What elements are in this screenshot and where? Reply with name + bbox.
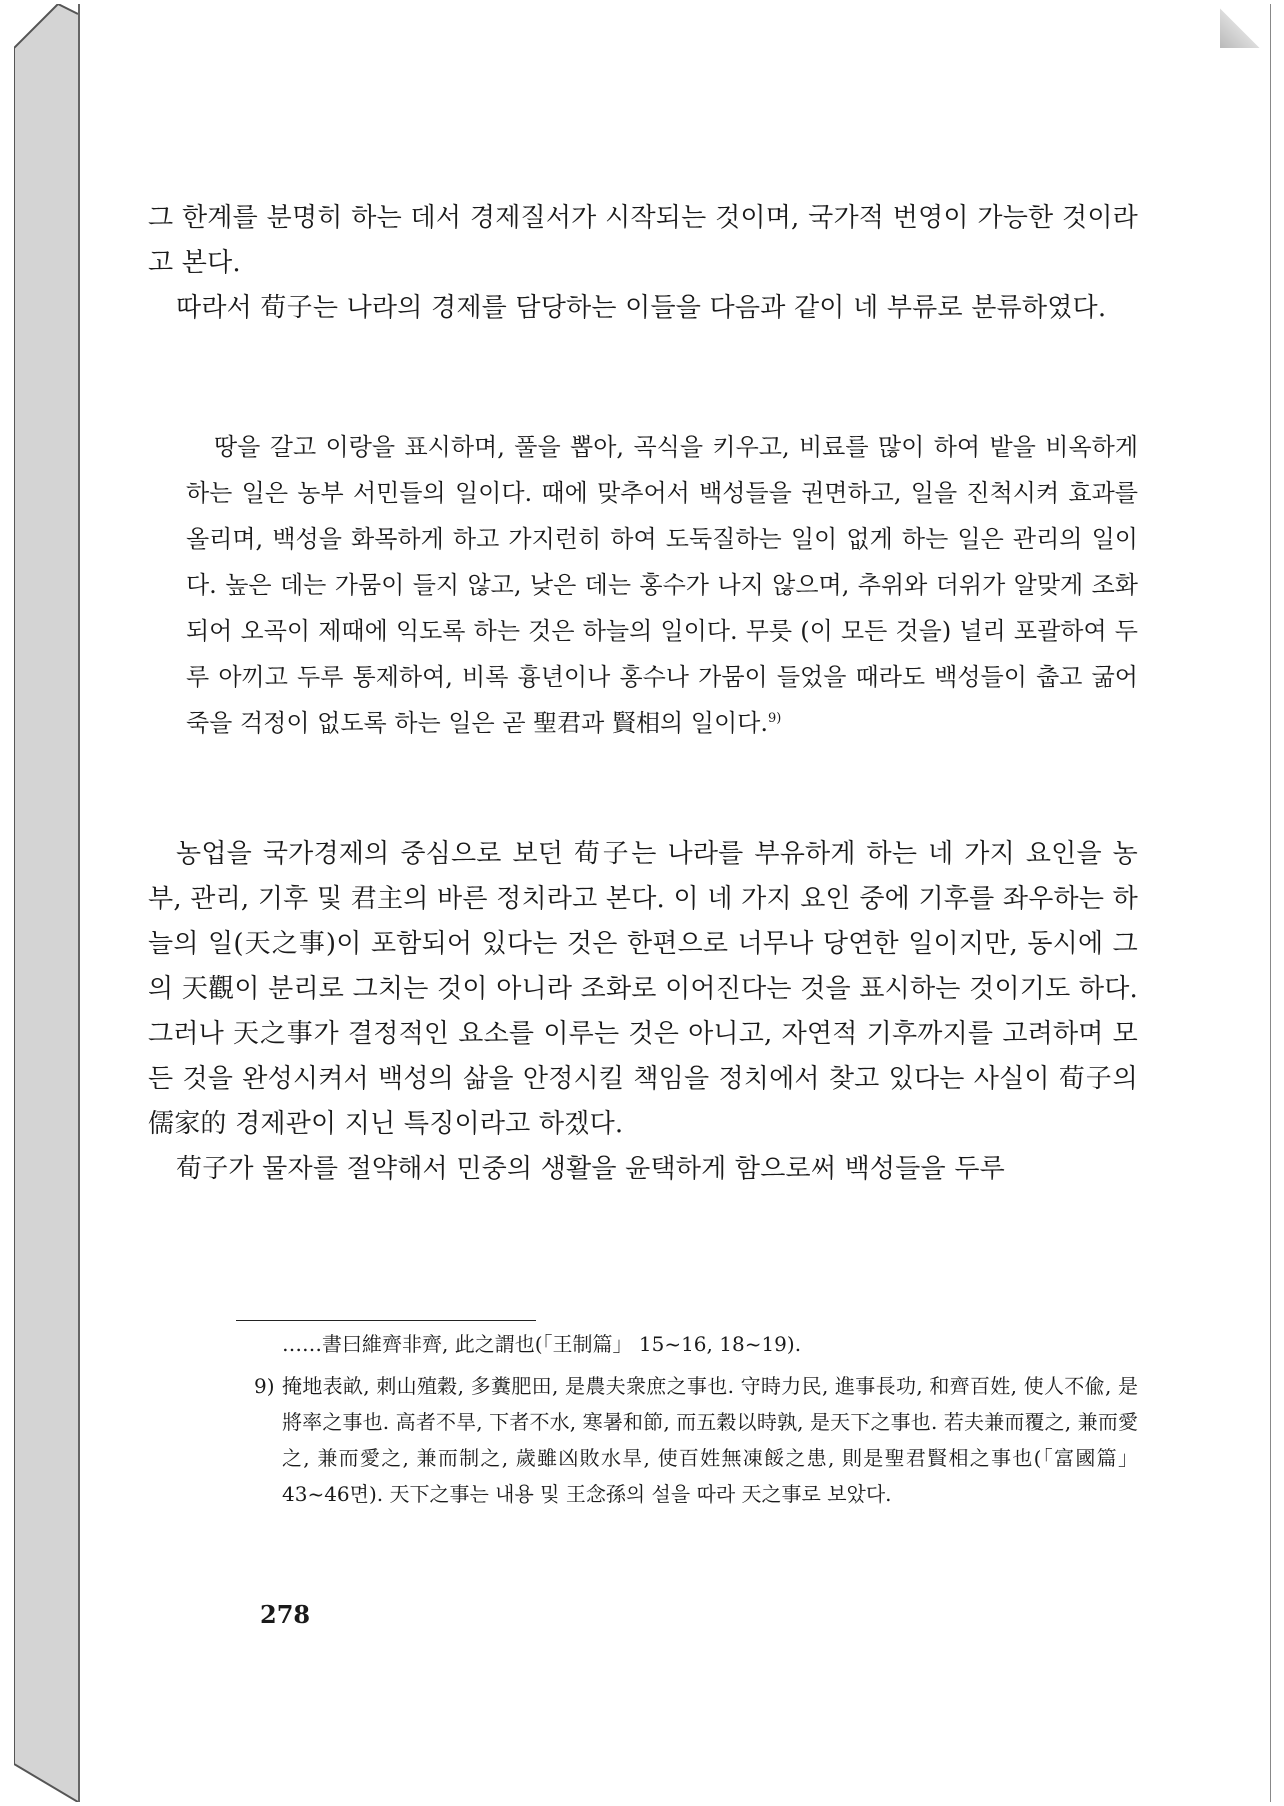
paragraph: 그 한계를 분명히 하는 데서 경제질서가 시작되는 것이며, 국가적 번영이 가능한 것이라고 본다. [148,203,1138,278]
footnote-text: 掩地表畝, 刺山殖穀, 多糞肥田, 是農夫衆庶之事也. 守時力民, 進事長功, 和齊百姓, 使人不偸, 是將率之事也. 高者不旱, 下者不水, 寒暑和節, 而五穀以時孰, 是天下之事也. 若夫兼而覆之, 兼而愛之, 兼而愛之, 兼而制之, 歲雖凶敗水旱, 使百姓無凍餒之患, 則是聖君賢相之事也(「富國篇」 43~46면). 天下之事는 내용 및 王念孫의 설을 따라 天之事로 보았다. [282,1374,1138,1506]
footnote-number: 9) [254,1374,275,1398]
footnote-divider [236,1320,536,1321]
footnotes [254,1326,1138,1512]
paragraph: 농업을 국가경제의 중심으로 보던 荀子는 나라를 부유하게 하는 네 가지 요인을 농부, 관리, 기후 및 君主의 바른 정치라고 본다. 이 네 가지 요인 중에 기후를 좌우하는 하늘의 일(天之事)이 포함되어 있다는 것은 한편으로 너무나 당연한 일이지만, 동시에 그의 天觀이 분리로 그치는 것이 아니라 조화로 이어진다는 것을 표시하는 것이기도 하다. 그러나 天之事가 결정적인 요소를 이루는 것은 아니고, 자연적 기후까지를 고려하며 모든 것을 완성시켜서 백성의 삶을 안정시킬 책임을 정치에서 찾고 있다는 사실이 荀子의 儒家的 경제관이 지닌 특징이라고 하겠다. [148,839,1138,1139]
footnote-ref: 9) [767,711,782,726]
quote-paragraph [186,424,1138,746]
block-quote [186,424,1138,746]
book-spine [14,4,78,1802]
paragraph: 荀子가 물자를 절약해서 민중의 생활을 윤택하게 함으로써 백성들을 두루 [176,1154,1005,1184]
body-text-bottom [148,832,1138,1192]
footnote-9 [254,1368,1138,1512]
page-number: 278 [260,1600,311,1629]
page-corner-fold [1220,8,1260,48]
body-text-top [148,196,1138,331]
paragraph: 따라서 荀子는 나라의 경제를 담당하는 이들을 다음과 같이 네 부류로 분류하였다. [176,293,1107,323]
quote-text: 땅을 갈고 이랑을 표시하며, 풀을 뽑아, 곡식을 키우고, 비료를 많이 하여 밭을 비옥하게 하는 일은 농부 서민들의 일이다. 때에 맞추어서 백성들을 권면하고, 일을 진척시켜 효과를 올리며, 백성을 화목하게 하고 가지런히 하여 도둑질하는 일이 없게 하는 일은 관리의 일이다. 높은 데는 가뭄이 들지 않고, 낮은 데는 홍수가 나지 않으며, 추위와 더위가 알맞게 조화되어 오곡이 제때에 익도록 하는 것은 하늘의 일이다. 무릇 (이 모든 것을) 널리 포괄하여 두루 아끼고 두루 통제하여, 비록 흉년이나 홍수나 가뭄이 들었을 때라도 백성들이 춥고 굶어 죽을 걱정이 없도록 하는 일은 곧 聖君과 賢相의 일이다. [186,433,1138,737]
footnote-continuation: ……書曰維齊非齊, 此之謂也(「王制篇」 15~16, 18~19). [282,1332,802,1356]
